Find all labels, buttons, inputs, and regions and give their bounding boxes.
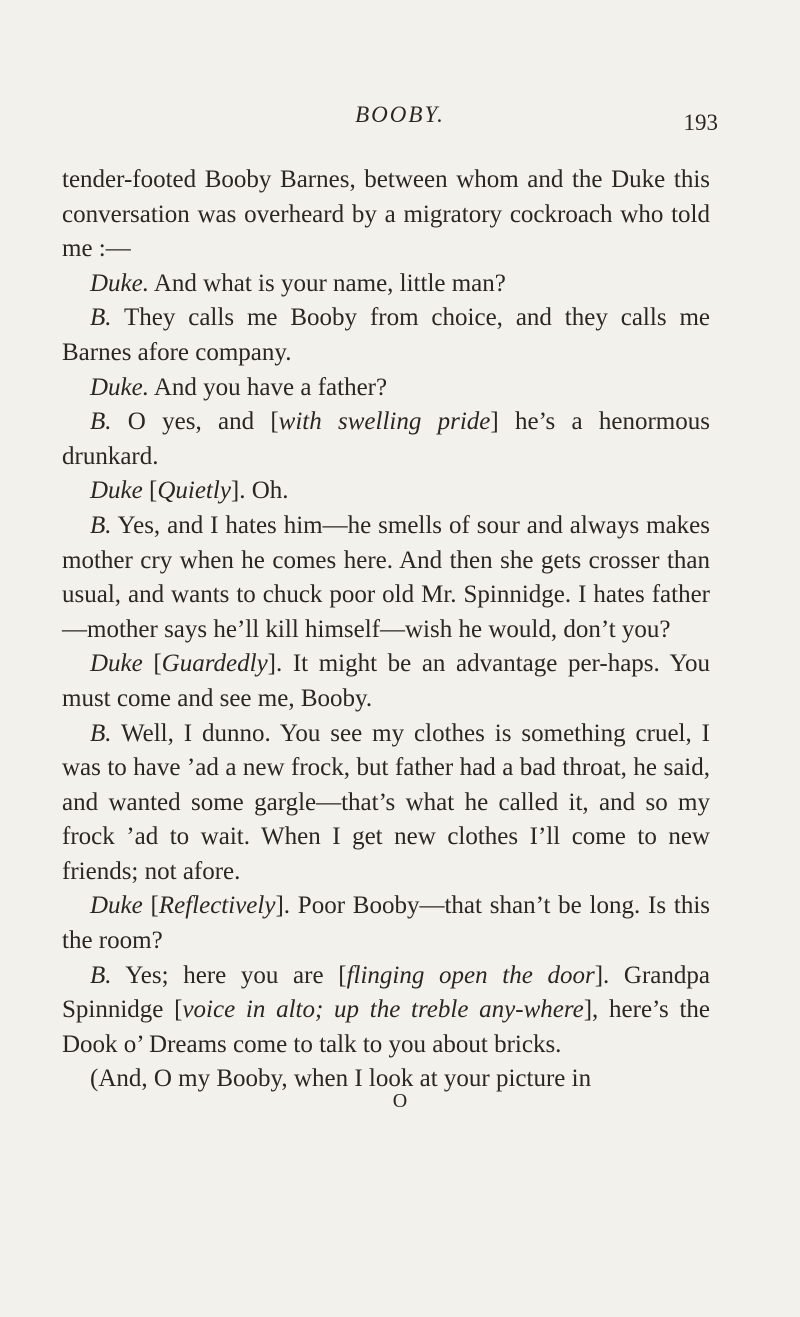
stage-direction: Reflectively (158, 892, 276, 920)
speaker: B. (90, 511, 112, 539)
page-number: 193 (683, 110, 718, 135)
paragraph: (And, O my Booby, when I look at your picture in (90, 1065, 592, 1093)
stage-direction: flinging open the door (346, 961, 595, 989)
speech: ]. Oh. (230, 477, 289, 505)
paragraph (62, 959, 710, 1063)
speaker: B. (90, 304, 112, 332)
speech: ]. Poor Booby—that shan’t be long. Is this the room? (62, 892, 710, 955)
speech: Yes; here you are [ (111, 961, 347, 989)
speech: Well, I dunno. You see my clothes is something cruel, I was to have ’ad a new frock, but father had a bad throat, he said, and wanted some gargle—that’s what he called it, and so my frock ’ad to wait. When I get new clothes I’ll come to new friends; not afore. (62, 719, 710, 885)
paragraph (62, 371, 710, 406)
paragraph (62, 889, 710, 958)
speaker: Duke (90, 477, 143, 505)
stage-direction: with swelling pride (278, 408, 491, 436)
speaker: Duke. (90, 373, 149, 401)
speech: [ (142, 650, 162, 678)
signature-mark: O (392, 1090, 408, 1112)
paragraph (62, 509, 710, 647)
paragraph: tender-footed Booby Barnes, between whom and the Duke this conversation was overheard by a migratory cockroach who told me :— (62, 166, 710, 263)
page-header (0, 102, 800, 142)
speaker: B. (90, 719, 112, 747)
speech: And you have a father? (149, 373, 388, 401)
speaker: Duke (90, 892, 143, 920)
stage-direction: voice in alto; up the treble any-where (182, 996, 584, 1024)
speech: ] he’s a henormous drunkard. (62, 408, 710, 470)
speech: Yes, and I hates him—he smells of sour and always makes mother cry when he comes here. And then she gets crosser than usual, and wants to chuck poor old Mr. Spinnidge. I hates father—mother says he’ll kill himself—wish he would, don’t you? (62, 511, 710, 643)
paragraph (62, 301, 710, 370)
speech: ], here’s the Dook o’ Dreams come to talk to you about bricks. (62, 996, 710, 1058)
speech: ]. Grandpa Spinnidge [ (62, 961, 710, 1024)
paragraph (62, 647, 710, 716)
speech: [ (142, 477, 158, 505)
paragraph (62, 405, 710, 474)
stage-direction: Quietly (157, 477, 231, 505)
body-text (62, 163, 710, 1097)
paragraph (62, 474, 710, 509)
speaker: Duke. (90, 269, 149, 297)
speech: And what is your name, little man? (149, 269, 506, 297)
speech: O yes, and [ (111, 408, 279, 436)
paragraph (62, 267, 710, 302)
speaker: B. (90, 408, 112, 436)
speaker: Duke (90, 650, 143, 678)
speech: They calls me Booby from choice, and they calls me Barnes afore company. (62, 304, 710, 366)
speech: ]. It might be an advantage per-haps. You must come and see me, Booby. (62, 650, 710, 712)
stage-direction: Guardedly (161, 650, 268, 678)
speech: [ (142, 892, 159, 920)
running-head: BOOBY. (355, 102, 445, 127)
paragraph (62, 717, 710, 890)
speaker: B. (90, 961, 112, 989)
